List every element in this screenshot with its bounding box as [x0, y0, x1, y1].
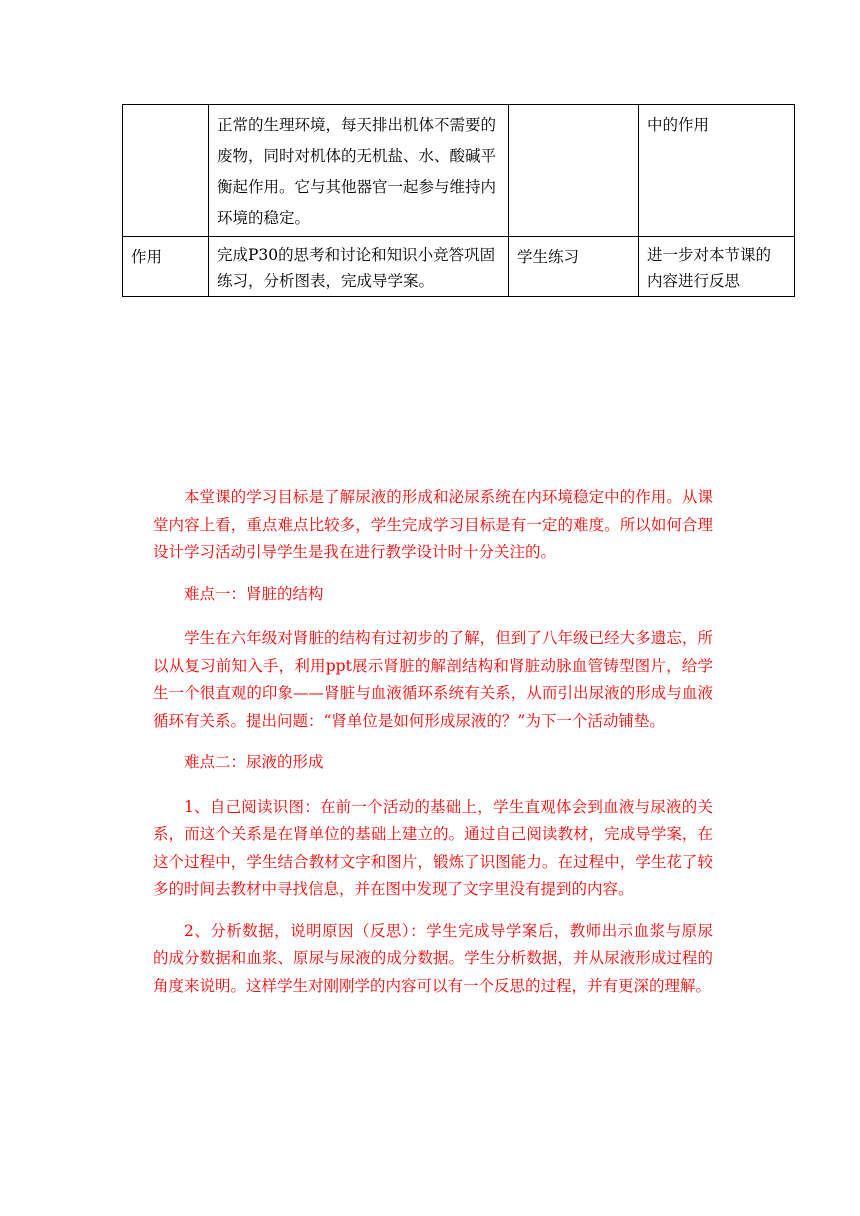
paragraph-analyze-data: 2、分析数据，说明原因（反思）：学生完成导学案后，教师出示血浆与原尿的成分数据和血浆、原尿与尿液的成分数据。学生分析数据，并从尿液形成过程的角度来说明。这样学生对刚刚学的内容可以有一个反思的过程，并有更深的理解。	[153, 921, 713, 995]
table-cell-stage: 作用	[123, 237, 209, 297]
heading-difficulty-one: 难点一：肾脏的结构	[184, 584, 324, 603]
paragraph-intro: 本堂课的学习目标是了解尿液的形成和泌尿系统在内环境稳定中的作用。从课堂内容上看，重点难点比较多，学生完成学习目标是有一定的难度。所以如何合理设计学习活动引导学生是我在进行教学设计时十分关注的。	[153, 488, 713, 561]
table-row	[123, 237, 795, 297]
heading-difficulty-two: 难点二：尿液的形成	[184, 753, 324, 771]
paragraph-kidney-structure: 学生在六年级对肾脏的结构有过初步的了解，但到了八年级已经大多遗忘，所以从复习前知入手，利用ppt展示肾脏的解剖结构和肾脏动脉血管铸型图片，给学生一个很直观的印象——肾脏与血液循环系统有关系，从而引出尿液的形成与血液循环有关系。提出问题：“肾单位是如何形成尿液的？”为下一个活动铺垫。	[153, 629, 713, 730]
table-cell-content: 正常的生理环境，每天排出机体不需要的废物，同时对机体的无机盐、水、酸碱平衡起作用。它与其他器官一起参与维持内环境的稳定。	[209, 105, 509, 237]
table-cell-stage	[123, 105, 209, 237]
table-cell-activity: 学生练习	[509, 237, 639, 297]
table-cell-activity	[509, 105, 639, 237]
paragraph-reading-diagram: 1、自己阅读识图：在前一个活动的基础上，学生直观体会到血液与尿液的关系，而这个关系是在肾单位的基础上建立的。通过自己阅读教材，完成导学案，在这个过程中，学生结合教材文字和图片，锻炼了识图能力。在过程中，学生花了较多的时间去教材中寻找信息，并在图中发现了文字里没有提到的内容。	[153, 797, 713, 898]
lesson-plan-table	[122, 104, 795, 297]
table-cell-intent: 进一步对本节课的内容进行反思	[639, 237, 795, 297]
table-row	[123, 105, 795, 237]
table-cell-content: 完成P30的思考和讨论和知识小竞答巩固练习，分析图表，完成导学案。	[209, 237, 509, 297]
reflection-text	[153, 484, 713, 1014]
table-cell-intent: 中的作用	[639, 105, 795, 237]
